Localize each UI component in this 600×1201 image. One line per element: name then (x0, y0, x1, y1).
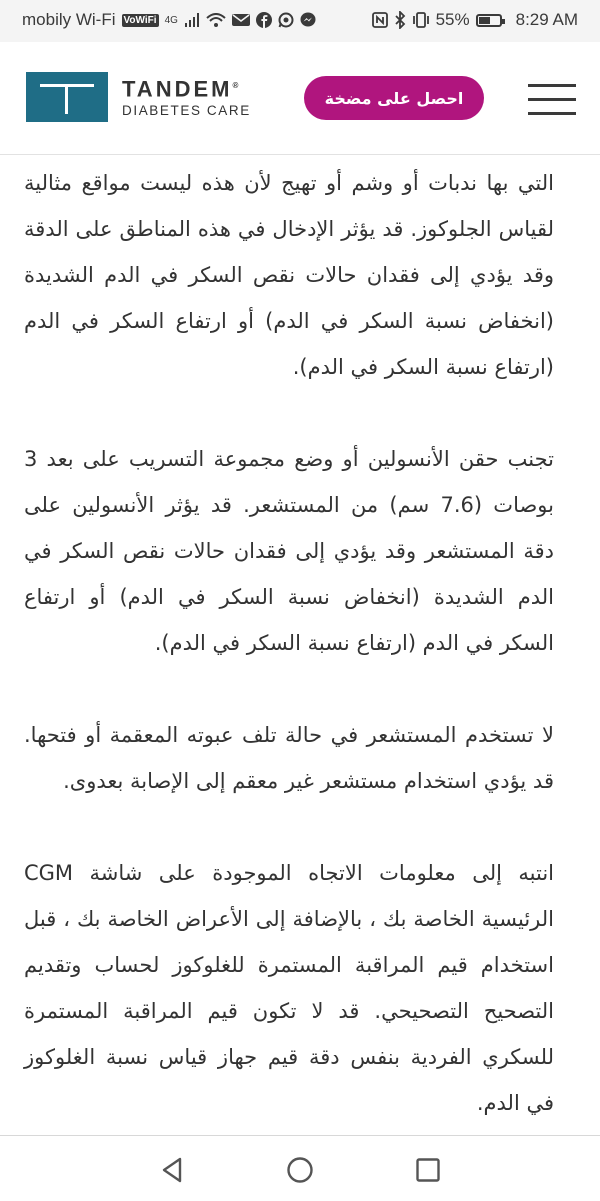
messenger-icon (300, 12, 316, 28)
system-nav-bar (0, 1135, 600, 1201)
bluetooth-icon (394, 11, 406, 29)
signal-icon (184, 13, 200, 27)
home-icon[interactable] (286, 1156, 314, 1184)
article-paragraph: انتبه إلى معلومات الاتجاه الموجودة على شاشة CGM الرئيسية الخاصة بك ، بالإضافة إلى الأعراض الخاصة بك ، قبل استخدام قيم المراقبة المستمرة للغلوكوز لحساب وتقديم التصحيح التصحيحي. قد لا تكون قيم المراقبة المستمرة للسكري الفردية بنفس دقة قيم جهاز قياس نسبة الغلوكوز في الدم. (24, 861, 554, 1115)
battery-icon (476, 14, 502, 27)
status-right (372, 10, 578, 30)
hamburger-menu-icon[interactable] (528, 82, 576, 118)
tandem-logo-mark (26, 72, 108, 122)
vowifi-badge: VoWiFi (123, 14, 157, 26)
status-bar (0, 0, 600, 42)
nfc-icon (372, 12, 388, 28)
logo-name: TANDEM® (122, 76, 239, 102)
clock: 8:29 AM (515, 10, 578, 29)
get-pump-button[interactable]: احصل على مضخة (304, 76, 484, 120)
wifi-icon (206, 13, 226, 27)
carrier-label: mobily Wi-Fi (22, 10, 116, 29)
article-paragraph: لا تستخدم المستشعر في حالة تلف عبوته المعقمة أو فتحها. قد يؤدي استخدام مستشعر غير معقم إلى الإصابة بعدوى. (24, 723, 554, 793)
network-type: 4G (164, 14, 178, 26)
recent-apps-icon[interactable] (414, 1156, 442, 1184)
article-paragraph: التي بها ندبات أو وشم أو تهيج لأن هذه ليست مواقع مثالية لقياس الجلوكوز. قد يؤثر الإدخال في هذه المناطق على الدقة وقد يؤدي إلى فقدان حالات نقص السكر في الدم الشديدة (انخفاض نسبة السكر في الدم) أو ارتفاع السكر في الدم (ارتفاع نسبة السكر في الدم). (24, 171, 554, 379)
mail-icon (232, 13, 250, 27)
registered-mark: ® (232, 81, 239, 91)
logo-subtitle: DIABETES CARE (122, 102, 251, 118)
whatsapp-icon (278, 12, 294, 28)
back-icon[interactable] (158, 1156, 186, 1184)
article-body (24, 160, 554, 1172)
battery-percent: 55% (435, 10, 470, 29)
article-paragraph: تجنب حقن الأنسولين أو وضع مجموعة التسريب على بعد 3 بوصات (7.6 سم) من المستشعر. قد يؤثر الأنسولين على دقة المستشعر وقد يؤدي إلى فقدان حالات نقص السكر في الدم الشديدة (انخفاض نسبة السكر في الدم) أو ارتفاع السكر في الدم (ارتفاع نسبة السكر في الدم). (24, 447, 554, 655)
site-header (0, 42, 600, 155)
vibrate-icon (412, 12, 430, 28)
facebook-icon (256, 12, 272, 28)
status-left (22, 10, 316, 30)
tandem-logo[interactable] (26, 72, 251, 122)
logo-text (122, 74, 251, 119)
battery-fill (479, 17, 490, 24)
